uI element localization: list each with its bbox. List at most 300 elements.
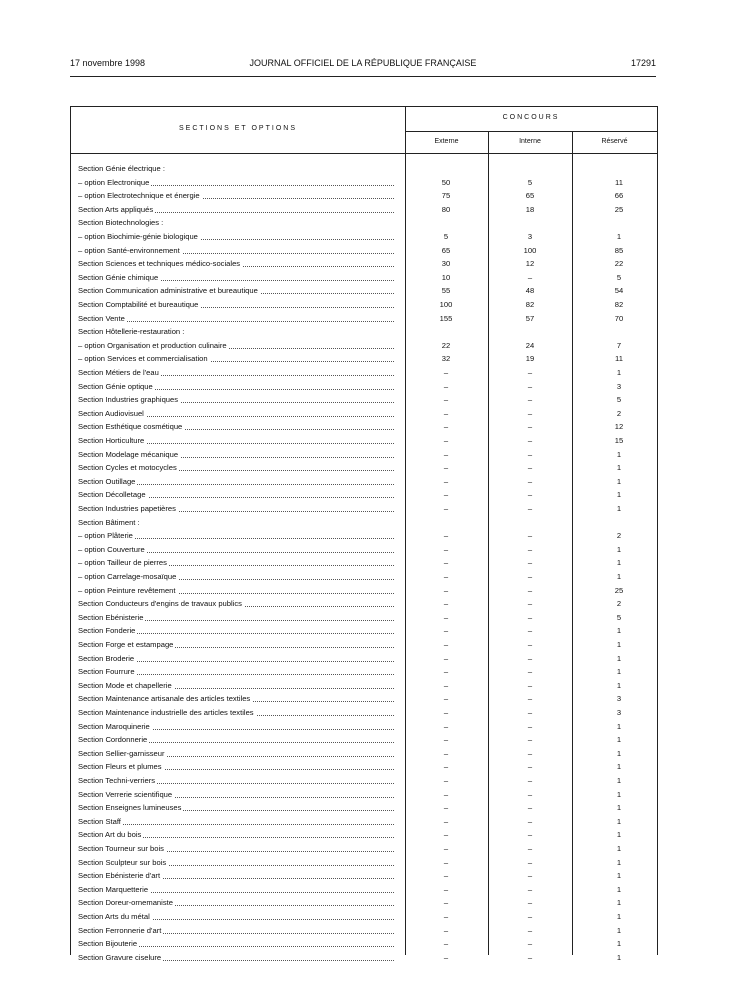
table-row — [70, 585, 656, 596]
value-interne: – — [527, 871, 533, 881]
row-label-text: Section Techni-verriers — [78, 776, 156, 785]
value-reserve: 1 — [616, 925, 622, 935]
value-externe: 32 — [441, 354, 451, 364]
row-label-text: Section Broderie — [78, 653, 135, 663]
value-reserve: 1 — [616, 232, 622, 241]
row-label — [78, 857, 400, 868]
row-label-text: Section Industries papetières — [78, 504, 176, 513]
row-label — [78, 435, 400, 446]
value-reserve: 1 — [616, 816, 622, 826]
row-label-text: Section Conducteurs d'engins de travaux publics — [78, 599, 242, 609]
row-label — [78, 693, 400, 704]
table-row — [70, 245, 656, 256]
row-label-text: Section Outillage — [78, 476, 136, 486]
value-interne: – — [527, 952, 533, 962]
row-label-text: Section Maroquinerie — [78, 721, 150, 731]
row-label-text: Section Audiovisuel — [78, 408, 144, 418]
row-label — [78, 911, 400, 922]
row-label — [78, 530, 400, 541]
row-label-text: Section Hôtellerie-restauration : — [78, 327, 185, 337]
row-label — [78, 598, 400, 609]
row-label — [78, 571, 400, 582]
table-row — [70, 435, 656, 446]
value-interne: – — [527, 626, 533, 636]
value-reserve: 25 — [614, 585, 624, 595]
row-label-text: – option Couverture — [78, 544, 145, 554]
value-externe: 80 — [441, 204, 451, 214]
value-interne: – — [527, 735, 533, 745]
value-externe: – — [443, 735, 449, 745]
row-label — [78, 381, 400, 392]
row-label-text: – option Biochimie-génie biologique — [78, 232, 198, 241]
value-interne: – — [527, 463, 533, 473]
value-interne: – — [527, 748, 533, 758]
value-externe: 55 — [441, 286, 451, 296]
table-row — [70, 748, 656, 759]
row-label — [78, 843, 400, 854]
value-externe: – — [443, 912, 449, 921]
row-label — [78, 285, 400, 296]
value-reserve: 70 — [614, 313, 624, 323]
value-interne: – — [527, 667, 533, 677]
table-row — [70, 489, 656, 500]
value-externe: – — [443, 816, 449, 826]
table-row — [70, 802, 656, 813]
value-interne: – — [527, 653, 533, 663]
row-label-text: – option Peinture revêtement — [78, 585, 176, 595]
value-reserve: 54 — [614, 286, 624, 296]
value-reserve: 1 — [616, 776, 622, 785]
row-label — [78, 761, 400, 772]
table-row — [70, 517, 656, 528]
value-interne: – — [527, 599, 533, 609]
value-externe: – — [443, 436, 449, 445]
value-externe: – — [443, 721, 449, 731]
value-interne: – — [527, 721, 533, 731]
row-label — [78, 217, 400, 228]
row-label-text: Section Génie chimique — [78, 272, 159, 282]
row-label-text: Section Arts appliqués — [78, 204, 154, 214]
value-reserve: 1 — [616, 762, 622, 772]
table-row — [70, 938, 656, 949]
row-label-text: Section Comptabilité et bureautique — [78, 300, 199, 309]
value-externe: – — [443, 612, 449, 622]
value-externe: – — [443, 381, 449, 391]
value-interne: – — [527, 708, 533, 717]
table-row — [70, 272, 656, 283]
value-reserve: 1 — [616, 735, 622, 745]
row-label-text: Section Verrerie scientifique — [78, 789, 173, 799]
value-externe: – — [443, 898, 449, 908]
table-row — [70, 775, 656, 786]
table-row — [70, 299, 656, 310]
concours-header: CONCOURS — [502, 114, 560, 121]
value-interne: 24 — [525, 340, 535, 350]
value-interne: – — [527, 395, 533, 405]
row-label — [78, 884, 400, 895]
row-label-text: – option Organisation et production culinaire — [78, 340, 227, 350]
value-interne: – — [527, 694, 533, 704]
row-label-text: Section Vente — [78, 313, 125, 323]
page-header — [70, 58, 656, 72]
value-reserve: 82 — [614, 300, 624, 309]
row-label-text: Section Horticulture — [78, 436, 145, 445]
row-label-text: Section Gravure ciselure — [78, 952, 162, 962]
row-label — [78, 544, 400, 555]
value-externe: – — [443, 626, 449, 636]
value-reserve: 1 — [616, 898, 622, 908]
row-label — [78, 775, 400, 786]
value-reserve: 1 — [616, 572, 622, 581]
table-row — [70, 258, 656, 269]
row-label — [78, 503, 400, 514]
value-reserve: 1 — [616, 449, 622, 459]
value-reserve: 1 — [616, 463, 622, 473]
value-reserve: 2 — [616, 531, 622, 541]
journal-title: JOURNAL OFFICIEL DE LA RÉPUBLIQUE FRANÇAISE — [249, 58, 477, 68]
table-row — [70, 326, 656, 337]
table-row — [70, 190, 656, 201]
table-row — [70, 816, 656, 827]
header-rule — [70, 76, 656, 77]
value-interne: – — [527, 640, 533, 649]
row-label-text: Section Génie électrique : — [78, 164, 165, 173]
value-externe: 75 — [441, 191, 451, 201]
row-label-text: Section Bijouterie — [78, 939, 138, 949]
value-reserve: 1 — [616, 912, 622, 921]
value-externe: 5 — [443, 232, 449, 241]
table-row — [70, 721, 656, 732]
value-interne: – — [527, 381, 533, 391]
table-row — [70, 285, 656, 296]
value-interne: – — [527, 368, 533, 377]
value-reserve: 66 — [614, 191, 624, 201]
row-label — [78, 421, 400, 432]
table-row — [70, 598, 656, 609]
table-row — [70, 394, 656, 405]
row-label-text: Section Enseignes lumineuses — [78, 803, 182, 813]
row-label — [78, 462, 400, 473]
table-row — [70, 367, 656, 378]
value-reserve: 1 — [616, 476, 622, 486]
value-reserve: 2 — [616, 408, 622, 418]
row-label — [78, 680, 400, 691]
value-interne: – — [527, 857, 533, 867]
value-interne: 12 — [525, 259, 535, 269]
table-row — [70, 666, 656, 677]
row-label — [78, 938, 400, 949]
value-interne: 18 — [525, 204, 535, 214]
value-reserve: 1 — [616, 952, 622, 962]
value-reserve: 1 — [616, 803, 622, 813]
value-reserve: 5 — [616, 395, 622, 405]
value-externe: – — [443, 884, 449, 894]
row-label — [78, 299, 400, 310]
value-interne: – — [527, 449, 533, 459]
row-label — [78, 802, 400, 813]
value-reserve: 3 — [616, 381, 622, 391]
row-label-text: Section Arts du métal — [78, 912, 150, 921]
value-reserve: 1 — [616, 721, 622, 731]
table-row — [70, 557, 656, 568]
value-externe: – — [443, 748, 449, 758]
value-externe: – — [443, 544, 449, 554]
value-externe: – — [443, 408, 449, 418]
row-label — [78, 721, 400, 732]
value-externe: – — [443, 395, 449, 405]
value-reserve: 1 — [616, 490, 622, 500]
value-interne: – — [527, 898, 533, 908]
column-header-reserve: Réservé — [601, 138, 628, 145]
table-row — [70, 843, 656, 854]
table-row — [70, 217, 656, 228]
table-row — [70, 313, 656, 324]
row-label-text: Section Fonderie — [78, 626, 136, 636]
table-row — [70, 571, 656, 582]
value-reserve: 1 — [616, 504, 622, 513]
table-row — [70, 897, 656, 908]
table-row — [70, 639, 656, 650]
row-label-text: – option Plâterie — [78, 531, 133, 541]
row-label — [78, 585, 400, 596]
value-reserve: 1 — [616, 844, 622, 853]
row-label — [78, 476, 400, 487]
value-reserve: 7 — [616, 340, 622, 350]
row-label-text: Section Maintenance artisanale des articles textiles — [78, 694, 251, 704]
value-interne: – — [527, 436, 533, 445]
table-row — [70, 761, 656, 772]
value-interne: – — [527, 789, 533, 799]
value-interne: – — [527, 925, 533, 935]
value-interne: 3 — [527, 232, 533, 241]
header-divider — [71, 153, 657, 154]
value-externe: – — [443, 463, 449, 473]
row-label — [78, 925, 400, 936]
row-label — [78, 734, 400, 745]
row-label-text: – option Electronique — [78, 177, 150, 187]
value-externe: – — [443, 830, 449, 840]
value-reserve: 1 — [616, 558, 622, 568]
table-row — [70, 653, 656, 664]
value-reserve: 1 — [616, 680, 622, 690]
value-reserve: 5 — [616, 612, 622, 622]
value-externe: – — [443, 368, 449, 377]
row-label — [78, 816, 400, 827]
table-row — [70, 829, 656, 840]
value-externe: – — [443, 653, 449, 663]
row-label-text: Section Métiers de l'eau — [78, 368, 159, 377]
value-reserve: 1 — [616, 653, 622, 663]
value-interne: – — [527, 272, 533, 282]
row-label-text: Section Biotechnologies : — [78, 218, 164, 228]
value-interne: 19 — [525, 354, 535, 364]
value-externe: – — [443, 504, 449, 513]
value-externe: 50 — [441, 177, 451, 187]
table-row — [70, 870, 656, 881]
value-interne: – — [527, 572, 533, 581]
row-label — [78, 313, 400, 324]
row-label-text: Section Modelage mécanique — [78, 449, 179, 459]
row-label — [78, 449, 400, 460]
value-reserve: 1 — [616, 626, 622, 636]
table-row — [70, 625, 656, 636]
value-externe: – — [443, 599, 449, 609]
value-externe: 65 — [441, 245, 451, 255]
row-label-text: Section Marquetterie — [78, 884, 149, 894]
value-interne: – — [527, 476, 533, 486]
value-reserve: 3 — [616, 708, 622, 717]
table-row — [70, 177, 656, 188]
value-externe: – — [443, 939, 449, 949]
row-label-text: Section Ebénisterie d'art — [78, 871, 161, 881]
value-reserve: 1 — [616, 544, 622, 554]
value-interne: 100 — [523, 245, 537, 255]
sections-header: SECTIONS ET OPTIONS — [179, 125, 297, 132]
row-label-text: Section Cordonnerie — [78, 735, 148, 745]
value-interne: – — [527, 544, 533, 554]
row-label-text: – option Carrelage-mosaïque — [78, 572, 177, 581]
header-divider — [405, 131, 657, 132]
value-externe: – — [443, 449, 449, 459]
table-row — [70, 857, 656, 868]
value-externe: 10 — [441, 272, 451, 282]
value-reserve: 15 — [614, 436, 624, 445]
row-label — [78, 653, 400, 664]
value-interne: – — [527, 844, 533, 853]
value-reserve: 1 — [616, 640, 622, 649]
value-externe: – — [443, 789, 449, 799]
column-header-externe: Externe — [434, 138, 459, 145]
row-label — [78, 612, 400, 623]
value-reserve: 1 — [616, 789, 622, 799]
table-row — [70, 353, 656, 364]
table-row — [70, 707, 656, 718]
value-reserve: 5 — [616, 272, 622, 282]
table-row — [70, 544, 656, 555]
value-interne: – — [527, 531, 533, 541]
row-label-text: Section Staff — [78, 816, 121, 826]
row-label — [78, 353, 400, 364]
row-label — [78, 326, 400, 337]
row-label-text: Section Cycles et motocycles — [78, 463, 177, 473]
value-externe: – — [443, 531, 449, 541]
value-reserve: 1 — [616, 857, 622, 867]
row-label — [78, 557, 400, 568]
table-row — [70, 204, 656, 215]
value-externe: – — [443, 857, 449, 867]
value-reserve: 3 — [616, 694, 622, 704]
row-label-text: – option Tailleur de pierres — [78, 558, 167, 568]
row-label — [78, 625, 400, 636]
table-row — [70, 163, 656, 174]
row-label — [78, 666, 400, 677]
row-label-text: Section Bâtiment : — [78, 517, 140, 527]
row-label-text: Section Ebénisterie — [78, 612, 144, 622]
value-reserve: 1 — [616, 667, 622, 677]
value-externe: – — [443, 476, 449, 486]
row-label — [78, 789, 400, 800]
value-reserve: 2 — [616, 599, 622, 609]
row-label-text: Section Communication administrative et bureautique — [78, 286, 258, 296]
row-label-text: Section Sellier-garnisseur — [78, 748, 165, 758]
value-reserve: 12 — [614, 422, 624, 432]
row-label-text: Section Génie optique — [78, 381, 153, 391]
value-reserve: 1 — [616, 748, 622, 758]
row-label — [78, 272, 400, 283]
row-label — [78, 245, 400, 256]
table-row — [70, 612, 656, 623]
table-row — [70, 530, 656, 541]
table-row — [70, 381, 656, 392]
table-row — [70, 503, 656, 514]
table-row — [70, 449, 656, 460]
value-interne: – — [527, 762, 533, 772]
value-interne: – — [527, 680, 533, 690]
value-reserve: 1 — [616, 368, 622, 377]
value-externe: – — [443, 490, 449, 500]
table-row — [70, 952, 656, 963]
value-interne: – — [527, 939, 533, 949]
row-label — [78, 897, 400, 908]
row-label-text: Section Tourneur sur bois — [78, 844, 164, 853]
value-reserve: 25 — [614, 204, 624, 214]
value-interne: 65 — [525, 191, 535, 201]
row-label-text: – option Santé-environnement — [78, 245, 180, 255]
value-interne: – — [527, 884, 533, 894]
value-interne: – — [527, 585, 533, 595]
value-interne: – — [527, 830, 533, 840]
value-externe: – — [443, 952, 449, 962]
row-label-text: Section Sciences et techniques médico-sociales — [78, 259, 241, 269]
value-externe: 155 — [439, 313, 453, 323]
row-label — [78, 707, 400, 718]
value-externe: – — [443, 667, 449, 677]
value-reserve: 1 — [616, 884, 622, 894]
value-interne: – — [527, 504, 533, 513]
value-externe: – — [443, 708, 449, 717]
row-label-text: Section Doreur-ornemaniste — [78, 898, 173, 908]
value-externe: 30 — [441, 259, 451, 269]
row-label — [78, 489, 400, 500]
row-label — [78, 204, 400, 215]
value-interne: – — [527, 776, 533, 785]
value-interne: – — [527, 612, 533, 622]
value-reserve: 1 — [616, 871, 622, 881]
value-interne: 5 — [527, 177, 533, 187]
page-number: 17291 — [630, 58, 656, 68]
row-label — [78, 394, 400, 405]
column-header-interne: Interne — [519, 138, 541, 145]
row-label — [78, 748, 400, 759]
row-label-text: Section Sculpteur sur bois — [78, 857, 167, 867]
row-label-text: Section Art du bois — [78, 830, 142, 840]
row-label-text: Section Maintenance industrielle des articles textiles — [78, 708, 254, 717]
value-externe: – — [443, 694, 449, 704]
value-externe: – — [443, 871, 449, 881]
table-row — [70, 884, 656, 895]
table-row — [70, 462, 656, 473]
value-reserve: 11 — [615, 354, 623, 364]
value-interne: – — [527, 803, 533, 813]
value-externe: – — [443, 422, 449, 432]
row-label — [78, 408, 400, 419]
value-externe: – — [443, 844, 449, 853]
value-externe: – — [443, 925, 449, 935]
value-externe: – — [443, 762, 449, 772]
row-label-text: Section Ferronnerie d'art — [78, 925, 162, 935]
row-label — [78, 829, 400, 840]
value-interne: 82 — [525, 300, 535, 309]
